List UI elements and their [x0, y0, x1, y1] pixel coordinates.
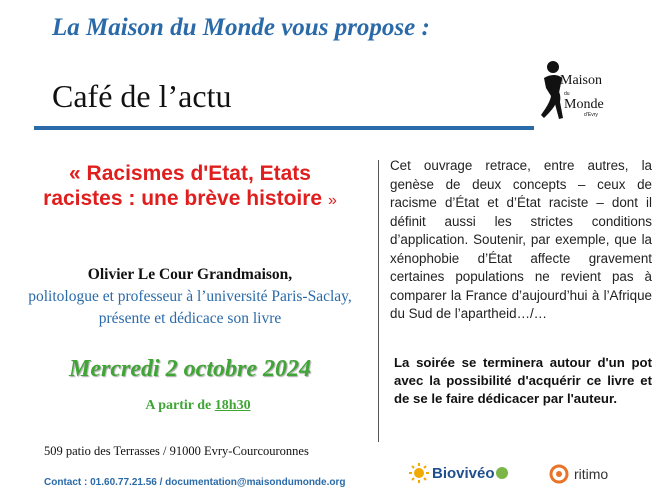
talk-title	[36, 161, 344, 213]
book-description: Cet ouvrage retrace, entre autres, la genèse de deux concepts – ceux de racisme d’État et d’État raciste – dont il définit aussi les strictes conditions d’application. Soutenir, par exemple, que la xénophobie d’État affecte gravement certaines populations ne revient pas à comparer la France d’aujourd’hui à l’Afrique du Sud de l’apartheid…/…	[390, 158, 652, 321]
ritimo-logo	[548, 460, 608, 488]
open-quote: «	[69, 162, 81, 185]
event-series-title: Café de l’actu	[52, 78, 232, 114]
logo-line2: du	[564, 91, 570, 97]
venue-address: 509 patio des Terrasses / 91000 Evry-Courcouronnes	[44, 444, 309, 458]
talk-title-text: Racismes d'Etat, Etats racistes : une brève histoire	[43, 162, 323, 210]
biovideo-logo	[408, 458, 509, 488]
ritimo-ring-icon	[548, 463, 570, 485]
speaker-block	[18, 264, 362, 330]
logo-line3: Monde	[564, 97, 604, 112]
closing-note: La soirée se terminera autour d'un pot avec la possibilité d'acquérir ce livre et de se le faire dédicacer par l'auteur.	[394, 355, 652, 406]
biovideo-name: Biovivéo	[432, 464, 495, 482]
logo-figure-icon	[536, 58, 608, 130]
maison-du-monde-logo	[536, 58, 608, 130]
header-divider	[34, 126, 534, 130]
time-prefix: A partir de	[145, 398, 212, 413]
tagline: La Maison du Monde vous propose :	[52, 14, 430, 41]
speaker-role: politologue et professeur à l’université Paris-Saclay, présente et dédicace son livre	[28, 288, 352, 327]
leaf-icon	[495, 466, 509, 480]
logo-line4: d’Evry	[584, 112, 598, 118]
event-time	[98, 398, 298, 414]
column-divider	[378, 160, 379, 442]
ritimo-name: ritimo	[574, 466, 609, 482]
contact-info: Contact : 01.60.77.21.56 / documentation@maisondumonde.org	[44, 477, 346, 488]
logo-prefix: La	[546, 81, 552, 87]
event-date: Mercredi 2 octobre 2024	[69, 356, 311, 382]
logo-line1: Maison	[560, 73, 602, 88]
sun-icon	[408, 462, 430, 484]
close-quote: »	[327, 192, 337, 209]
time-value: 18h30	[214, 398, 251, 413]
speaker-name: Olivier Le Cour Grandmaison,	[87, 266, 293, 283]
